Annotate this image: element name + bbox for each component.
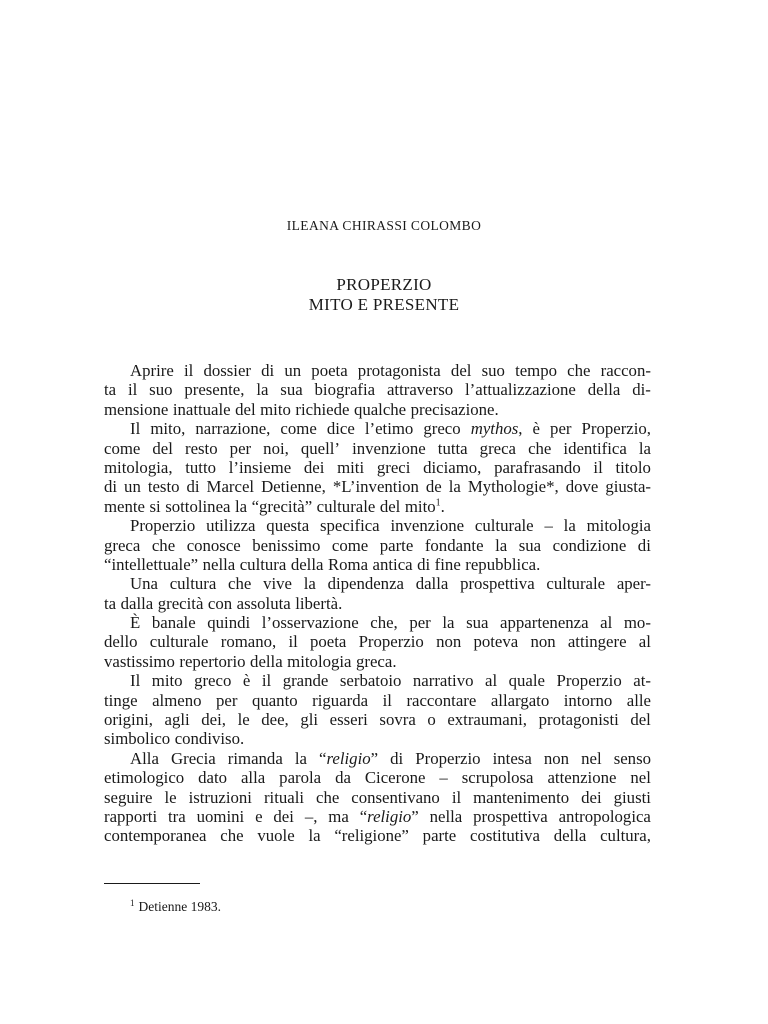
body-word: della — [587, 380, 621, 400]
body-word: greca — [104, 535, 141, 555]
footnote-reference: 1 — [435, 497, 441, 509]
body-word: al — [485, 671, 498, 691]
body-word: diciamo, — [423, 457, 482, 477]
body-word: antropologica — [558, 806, 651, 826]
body-word: dei — [303, 457, 325, 477]
body-line — [104, 652, 651, 671]
body-word: seguire — [104, 787, 153, 807]
body-word: rapporti — [104, 806, 158, 826]
body-line — [104, 691, 651, 710]
body-word: consentivano — [351, 787, 440, 807]
body-word: il — [382, 690, 392, 710]
body-word: senso — [613, 748, 651, 768]
body-word: che — [220, 826, 244, 846]
body-word: culturale — [149, 632, 209, 652]
body-word: che — [228, 574, 252, 594]
body-word: etimologico — [104, 768, 185, 788]
author-name: ILEANA CHIRASSI COLOMBO — [286, 218, 482, 233]
body-word: come — [280, 419, 317, 439]
body-word: invenzione — [352, 438, 426, 458]
footnote — [130, 899, 221, 915]
body-word: dei — [581, 787, 602, 807]
body-word: non — [530, 632, 556, 652]
body-word: condizione — [552, 535, 627, 555]
body-word: l’attualizzazione — [465, 380, 576, 400]
body-word: dei, — [201, 710, 226, 730]
body-word: un — [124, 477, 141, 497]
body-word: non — [436, 632, 462, 652]
body-word: suo — [481, 361, 505, 380]
body-line — [104, 749, 651, 768]
body-word: il — [261, 671, 272, 691]
body-word: qualche — [353, 399, 407, 419]
body-word: l’insieme — [228, 457, 292, 477]
body-word: mito — [260, 399, 291, 419]
body-word: “religio” — [359, 806, 419, 826]
body-word: extraumani, — [447, 710, 528, 730]
body-word: questa — [266, 516, 310, 536]
body-word: Alla — [130, 748, 159, 768]
body-word: al — [600, 613, 613, 633]
body-word: repertorio — [179, 651, 246, 671]
body-word: tinge — [104, 690, 138, 710]
body-word: de — [425, 477, 442, 497]
body-line — [104, 788, 651, 807]
body-word: il — [288, 632, 298, 652]
body-word: greca — [479, 438, 516, 458]
body-word: nella — [429, 806, 463, 826]
body-word: – — [439, 768, 448, 788]
body-word: dipendenza — [327, 574, 404, 594]
body-word: allargato — [490, 690, 550, 710]
body-word: la — [448, 477, 461, 497]
body-word: giusti — [613, 787, 651, 807]
body-word: inattuale — [172, 399, 231, 419]
body-word: Marcel — [206, 477, 255, 497]
body-word: quell’ — [300, 438, 341, 458]
body-word: il — [127, 380, 138, 400]
body-word: parola — [279, 768, 322, 788]
body-word: prospettiva — [473, 806, 548, 826]
body-word: *L’invention — [332, 477, 419, 497]
body-word: le — [164, 787, 177, 807]
body-word: at- — [633, 671, 651, 691]
body-word: e — [255, 806, 263, 826]
body-word: È — [130, 613, 141, 633]
body-word: ta — [104, 380, 117, 400]
footnote-divider — [104, 883, 200, 884]
body-word: mente — [104, 496, 146, 516]
body-word: per — [409, 613, 431, 633]
body-word: attraverso — [386, 380, 454, 400]
body-word: aper- — [616, 574, 651, 594]
body-word: parte — [422, 826, 457, 846]
body-word: nel — [581, 748, 602, 768]
body-word: romano, — [220, 632, 277, 652]
title-line-2: MITO E PRESENTE — [308, 295, 460, 314]
body-line — [104, 671, 651, 690]
body-word: appartenenza — [500, 613, 589, 633]
body-word: istruzioni — [188, 787, 252, 807]
body-word: protagonisti — [538, 710, 619, 730]
body-word: riguarda — [312, 690, 369, 710]
body-word: le — [237, 710, 250, 730]
body-word: rimanda — [227, 748, 283, 768]
body-word: di- — [632, 380, 651, 400]
body-word: grande — [282, 671, 329, 691]
body-word: si — [149, 496, 161, 516]
body-word: parte — [379, 535, 414, 555]
body-word: vuole — [257, 826, 295, 846]
body-line — [104, 419, 651, 438]
body-word: precisazione. — [410, 399, 499, 419]
body-word: Properzio — [556, 671, 622, 691]
body-word: dice — [326, 419, 355, 439]
body-word: miti — [337, 457, 365, 477]
body-word: al — [638, 632, 651, 652]
body-word: del — [379, 496, 401, 516]
body-word: nella — [202, 554, 236, 574]
body-word: esseri — [329, 710, 368, 730]
body-word: mantenimento — [473, 787, 570, 807]
body-word: greci — [376, 457, 411, 477]
body-word: Mythologie*, — [467, 477, 559, 497]
body-word: la — [308, 826, 321, 846]
body-word: della — [290, 554, 324, 574]
body-word: Properzio — [130, 516, 196, 536]
body-word: dei — [273, 806, 294, 826]
body-word: sua — [518, 535, 542, 555]
body-line — [104, 710, 651, 729]
body-line — [104, 536, 651, 555]
body-word: “intellettuale” — [104, 554, 199, 574]
body-word: titolo — [615, 457, 651, 477]
body-word: parafrasando — [494, 457, 581, 477]
body-word: mythos, — [470, 419, 523, 439]
body-word: di — [104, 477, 118, 497]
body-word: invenzione — [390, 516, 465, 536]
body-word: Una — [130, 574, 158, 594]
body-word: di — [186, 477, 200, 497]
body-word: mitologia — [586, 516, 651, 536]
title-line-1: PROPERZIO — [336, 275, 432, 294]
body-word: vastissimo — [104, 651, 175, 671]
body-word: la — [294, 748, 307, 768]
body-line — [104, 729, 651, 748]
body-line — [104, 380, 651, 399]
body-word: che — [316, 787, 340, 807]
body-line — [104, 826, 651, 845]
body-text — [104, 361, 651, 846]
body-word: un — [284, 361, 302, 380]
body-word: tra — [168, 806, 186, 826]
body-word: suo — [149, 380, 173, 400]
article-title — [0, 275, 768, 315]
body-word: l’osservazione — [261, 613, 359, 633]
body-word: da — [335, 768, 351, 788]
body-word: poteva — [473, 632, 519, 652]
body-word: mito$^1$. — [404, 496, 445, 516]
body-word: nel — [630, 768, 651, 788]
body-line — [104, 497, 651, 516]
body-word: sua — [280, 380, 303, 400]
body-word: dossier — [203, 361, 251, 380]
body-word: dove — [565, 477, 599, 497]
body-word: che, — [370, 613, 398, 633]
body-word: attingere — [567, 632, 627, 652]
body-word: prospettiva — [460, 574, 535, 594]
body-word: Il — [130, 419, 141, 439]
body-word: come — [104, 438, 141, 458]
body-word: mitologia — [287, 651, 352, 671]
body-word: richiede — [295, 399, 350, 419]
body-word: simbolico — [104, 729, 171, 749]
body-word: scrupolosa — [461, 768, 534, 788]
body-word: dello — [104, 632, 138, 652]
body-line — [104, 613, 651, 632]
body-word: il — [451, 787, 462, 807]
body-word: intorno — [563, 690, 613, 710]
body-word: del — [235, 399, 256, 419]
body-word: raccon- — [600, 361, 651, 380]
body-word: del — [152, 438, 173, 458]
body-word: Aprire — [130, 361, 174, 380]
body-line — [104, 400, 651, 419]
body-word: greca. — [356, 651, 397, 671]
body-word: presente, — [184, 380, 245, 400]
body-word: Properzio — [358, 632, 424, 652]
body-word: di — [261, 361, 275, 380]
body-word: la — [495, 535, 508, 555]
body-word: cultura, — [600, 826, 651, 846]
body-word: uomini — [196, 806, 245, 826]
body-word: giusta- — [605, 477, 651, 497]
body-word: per — [229, 438, 252, 458]
body-word: sottolinea — [165, 496, 231, 516]
body-word: attenzione — [547, 768, 617, 788]
body-word: che — [151, 535, 176, 555]
body-word: contemporanea — [104, 826, 207, 846]
body-word: tutta — [437, 438, 468, 458]
body-word: narrativo — [412, 671, 474, 691]
body-word: gli — [300, 710, 319, 730]
body-word: – — [544, 516, 553, 536]
body-word: non — [543, 748, 570, 768]
body-word: poeta — [310, 632, 347, 652]
body-word: almeno — [152, 690, 202, 710]
body-word: fine — [434, 554, 461, 574]
body-word: repubblica. — [465, 554, 541, 574]
body-word: “religio” — [319, 748, 379, 768]
body-line — [104, 361, 651, 380]
body-line — [104, 516, 651, 535]
body-line — [104, 574, 651, 593]
body-word: identifica — [563, 438, 627, 458]
body-word: condiviso. — [174, 729, 245, 749]
body-word: poeta — [311, 361, 348, 380]
body-word: quale — [508, 671, 545, 691]
body-word: culturale — [316, 496, 376, 516]
body-word: libertà. — [295, 593, 343, 613]
body-word: la — [303, 574, 316, 594]
footnote-text: Detienne 1983. — [138, 899, 221, 914]
body-word: Cicerone — [364, 768, 426, 788]
body-word: origini, — [104, 710, 153, 730]
body-word: intesa — [492, 748, 532, 768]
body-word: costitutiva — [470, 826, 540, 846]
body-word: tutto — [185, 457, 217, 477]
body-word: testo — [147, 477, 180, 497]
body-word: narrazione, — [195, 419, 271, 439]
body-word: utilizza — [206, 516, 256, 536]
body-word: mitologia, — [104, 457, 173, 477]
body-word: Grecia — [170, 748, 216, 768]
footnote-marker: 1 — [130, 897, 135, 908]
body-word: mo- — [623, 613, 651, 633]
body-word: Il — [130, 671, 141, 691]
body-word: è — [532, 419, 540, 439]
body-word: noi, — [263, 438, 289, 458]
body-word: ta — [104, 593, 117, 613]
body-word: conosce — [186, 535, 241, 555]
body-word: del — [630, 710, 651, 730]
body-word: il — [183, 361, 194, 380]
body-line — [104, 807, 651, 826]
body-word: tempo — [515, 361, 558, 380]
body-word: la — [563, 516, 576, 536]
body-word: di — [637, 535, 651, 555]
body-word: che — [528, 438, 552, 458]
body-word: del — [450, 361, 472, 380]
body-word: sovra — [379, 710, 416, 730]
body-word: alla — [240, 768, 266, 788]
body-word: il — [593, 457, 603, 477]
body-word: greco — [194, 671, 232, 691]
body-word: raccontare — [406, 690, 477, 710]
body-word: che — [567, 361, 591, 380]
body-line — [104, 555, 651, 574]
body-word: “grecità” — [251, 496, 313, 516]
body-word: benissimo — [252, 535, 321, 555]
body-word: culturale — [474, 516, 534, 536]
body-word: alle — [626, 690, 651, 710]
body-word: dee, — [261, 710, 289, 730]
body-line — [104, 477, 651, 496]
body-line — [104, 439, 651, 458]
body-word: cultura — [239, 554, 287, 574]
body-word: della — [250, 651, 283, 671]
body-word: Properzio — [415, 748, 481, 768]
body-word: sua — [466, 613, 489, 633]
body-word: –, — [304, 806, 318, 826]
body-word: quindi — [207, 613, 251, 633]
body-word: agli — [164, 710, 190, 730]
body-word: quanto — [251, 690, 298, 710]
body-word: di — [417, 554, 431, 574]
body-word: mensione — [104, 399, 169, 419]
body-word: antica — [372, 554, 413, 574]
body-word: Roma — [327, 554, 369, 574]
body-word: la — [442, 613, 455, 633]
body-word: dalla — [120, 593, 154, 613]
body-word: mito, — [150, 419, 186, 439]
body-word: la — [638, 438, 651, 458]
body-word: assoluta — [236, 593, 291, 613]
body-word: greco — [423, 419, 461, 439]
body-word: Properzio, — [581, 419, 651, 439]
body-line — [104, 768, 651, 787]
body-word: protagonista — [357, 361, 441, 380]
body-word: culturale — [546, 574, 606, 594]
body-word: fondante — [424, 535, 484, 555]
body-line — [104, 594, 651, 613]
body-word: la — [256, 380, 269, 400]
body-word: serbatoio — [339, 671, 402, 691]
body-line — [104, 632, 651, 651]
body-word: per — [216, 690, 238, 710]
body-word: la — [234, 496, 248, 516]
body-word: mito — [151, 671, 183, 691]
body-word: grecità — [157, 593, 204, 613]
body-word: l’etimo — [364, 419, 414, 439]
body-word: vive — [263, 574, 292, 594]
body-word: di — [390, 748, 404, 768]
body-word: della — [553, 826, 587, 846]
body-word: specifica — [320, 516, 380, 536]
body-word: resto — [184, 438, 218, 458]
body-line — [104, 458, 651, 477]
body-word: Detienne, — [261, 477, 326, 497]
body-word: banale — [151, 613, 196, 633]
body-word: dalla — [415, 574, 449, 594]
body-word: rituali — [263, 787, 305, 807]
body-word: con — [207, 593, 233, 613]
body-word: o — [427, 710, 436, 730]
body-word: biografia — [314, 380, 376, 400]
body-word: per — [550, 419, 572, 439]
body-word: dato — [198, 768, 228, 788]
body-word: “religione” — [334, 826, 409, 846]
body-word: cultura — [169, 574, 217, 594]
body-word: ma — [328, 806, 349, 826]
body-word: come — [331, 535, 369, 555]
body-word: è — [242, 671, 251, 691]
